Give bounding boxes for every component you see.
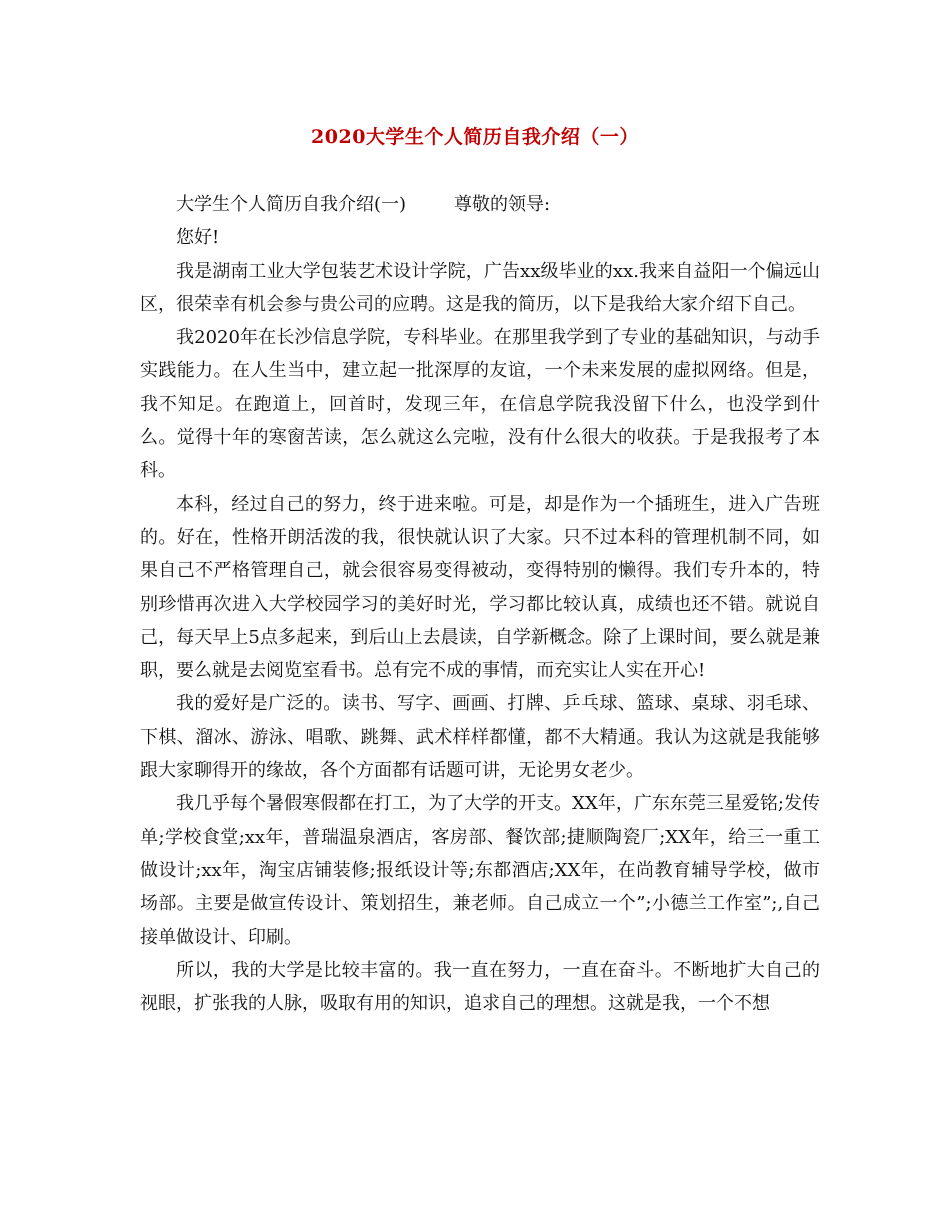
intro-line [140,188,820,221]
paragraph-work: 我几乎每个暑假寒假都在打工，为了大学的开支。XX年，广东东莞三星爱铭;发传单;学校食堂;xx年，普瑞温泉酒店，客房部、餐饮部;捷顺陶瓷厂;XX年，给三一重工做设计;xx年，淘宝店铺装修;报纸设计等;东都酒店;XX年，在尚教育辅导学校，做市场部。主要是做宣传设计、策划招生，兼老师。自己成立一个”;小德兰工作室”;,自己接单做设计、印刷。 [140,793,820,948]
paragraph-college: 我2020年在长沙信息学院，专科毕业。在那里我学到了专业的基础知识，与动手实践能力。在人生当中，建立起一批深厚的友谊，一个未来发展的虚拟网络。但是，我不知足。在跑道上，回首时，发现三年，在信息学院我没留下什么，也没学到什么。觉得十年的寒窗苦读，怎么就这么完啦，没有什么很大的收获。于是我报考了本科。 [140,327,820,482]
paragraph-self-intro: 我是湖南工业大学包装艺术设计学院，广告xx级毕业的xx.我来自益阳一个偏远山区，很荣幸有机会参与贵公司的应聘。这是我的简历，以下是我给大家介绍下自己。 [140,260,820,315]
paragraph-undergrad: 本科，经过自己的努力，终于进来啦。可是，却是作为一个插班生，进入广告班的。好在，性格开朗活泼的我，很快就认识了大家。只不过本科的管理机制不同，如果自己不严格管理自己，就会很容易变得被动，变得特别的懒得。我们专升本的，特别珍惜再次进入大学校园学习的美好时光，学习都比较认真，成绩也还不错。就说自己，每天早上5点多起来，到后山上去晨读，自学新概念。除了上课时间，要么就是兼职，要么就是去阅览室看书。总有完不成的事情，而充实让人实在开心! [140,493,820,682]
intro-heading: 大学生个人简历自我介绍(一) [176,194,407,215]
paragraph-summary: 所以，我的大学是比较丰富的。我一直在努力，一直在奋斗。不断地扩大自己的视眼，扩张我的人脉，吸取有用的知识，追求自己的理想。这就是我，一个不想 [140,959,820,1015]
paragraph-greeting: 您好! [176,227,220,249]
document-body [140,188,820,1020]
salutation: 尊敬的领导: [454,194,551,215]
paragraph-hobbies: 我的爱好是广泛的。读书、写字、画画、打牌、乒乓球、篮球、桌球、羽毛球、下棋、溜冰、游泳、唱歌、跳舞、武术样样都懂，都不大精通。我认为这就是我能够跟大家聊得开的缘故，各个方面都有话题可讲，无论男女老少。 [140,693,820,782]
document-title: 2020大学生个人简历自我介绍（一） [311,126,639,148]
